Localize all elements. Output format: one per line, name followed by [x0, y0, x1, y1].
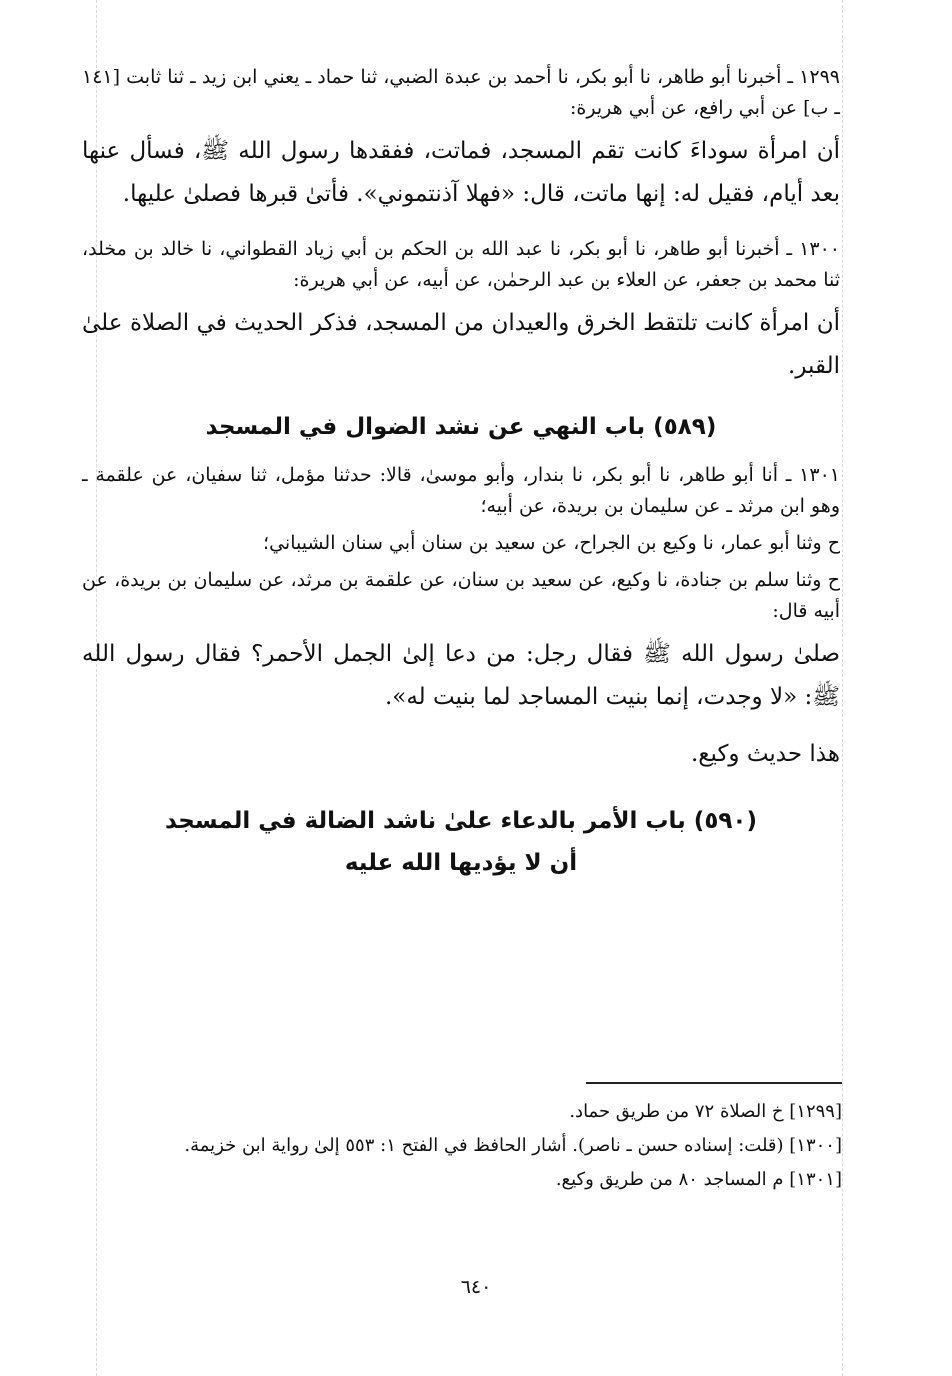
hadith-1301-isnad: ١٣٠١ ـ أنا أبو طاهر، نا أبو بكر، نا بندار، وأبو موسىٰ، قالا: حدثنا مؤمل، ثنا سفيان، عن علقمة ـ وهو ابن مرثد ـ عن سليمان بن بريدة، عن أبيه؛	[82, 464, 840, 517]
footnotes	[90, 1096, 842, 1198]
hadith-1301-chain-2: ح وثنا أبو عمار، نا وكيع بن الجراح، عن سعيد بن سنان أبي سنان الشيباني؛	[263, 532, 840, 554]
hadith-1301-matn: صلىٰ رسول الله ﷺ فقال رجل: من دعا إلىٰ الجمل الأحمر؟ فقال رسول الله ﷺ: «لا وجدت، إنما بنيت المساجد لما بنيت له».	[82, 641, 840, 710]
footnote-separator	[586, 1082, 842, 1084]
page-fold-guide	[842, 0, 843, 1376]
page-number: ٦٤٠	[460, 1276, 492, 1298]
hadith-1300-isnad: ١٣٠٠ ـ أخبرنا أبو طاهر، نا أبو بكر، نا عبد الله بن الحكم بن أبي زياد القطواني، نا خالد بن مخلد، ثنا محمد بن جعفر، عن العلاء بن عبد الرحمٰن، عن أبيه، عن أبي هريرة:	[82, 238, 840, 291]
footnote-1299: [١٢٩٩] خ الصلاة ٧٢ من طريق حماد.	[569, 1101, 842, 1122]
chapter-590-title-line-2: أن لا يؤديها الله عليه	[344, 850, 578, 876]
hadith-1299-isnad: ١٢٩٩ ـ أخبرنا أبو طاهر، نا أبو بكر، نا أحمد بن عبدة الضبي، ثنا حماد ـ يعني ابن زيد ـ ثنا ثابت [١٤١ ـ ب] عن أبي رافع، عن أبي هريرة:	[82, 66, 840, 119]
hadith-1300-matn: أن امرأة كانت تلتقط الخرق والعيدان من المسجد، فذكر الحديث في الصلاة علىٰ القبر.	[82, 310, 840, 379]
footnote-1301: [١٣٠١] م المساجد ٨٠ من طريق وكيع.	[555, 1169, 842, 1190]
hadith-1301-chain-3: ح وثنا سلم بن جنادة، نا وكيع، عن سعيد بن سنان، عن علقمة بن مرثد، عن سليمان بن بريدة، عن أبيه قال:	[82, 569, 840, 622]
chapter-589-title: (٥٨٩) باب النهي عن نشد الضوال في المسجد	[205, 414, 717, 440]
hadith-1299-matn: أن امرأة سوداءَ كانت تقم المسجد، فماتت، ففقدها رسول الله ﷺ، فسأل عنها بعد أيام، فقيل له: إنها ماتت، قال: «فهلا آذنتموني». فأتىٰ قبرها فصلىٰ عليها.	[82, 138, 840, 207]
footnote-1300: [١٣٠٠] (قلت: إسناده حسن ـ ناصر). أشار الحافظ في الفتح ١: ٥٥٣ إلىٰ رواية ابن خزيمة.	[184, 1135, 842, 1156]
hadith-1301-note: هذا حديث وكيع.	[690, 741, 840, 767]
main-text	[82, 62, 840, 884]
chapter-590-title-line-1: (٥٩٠) باب الأمر بالدعاء علىٰ ناشد الضالة في المسجد	[165, 808, 757, 834]
